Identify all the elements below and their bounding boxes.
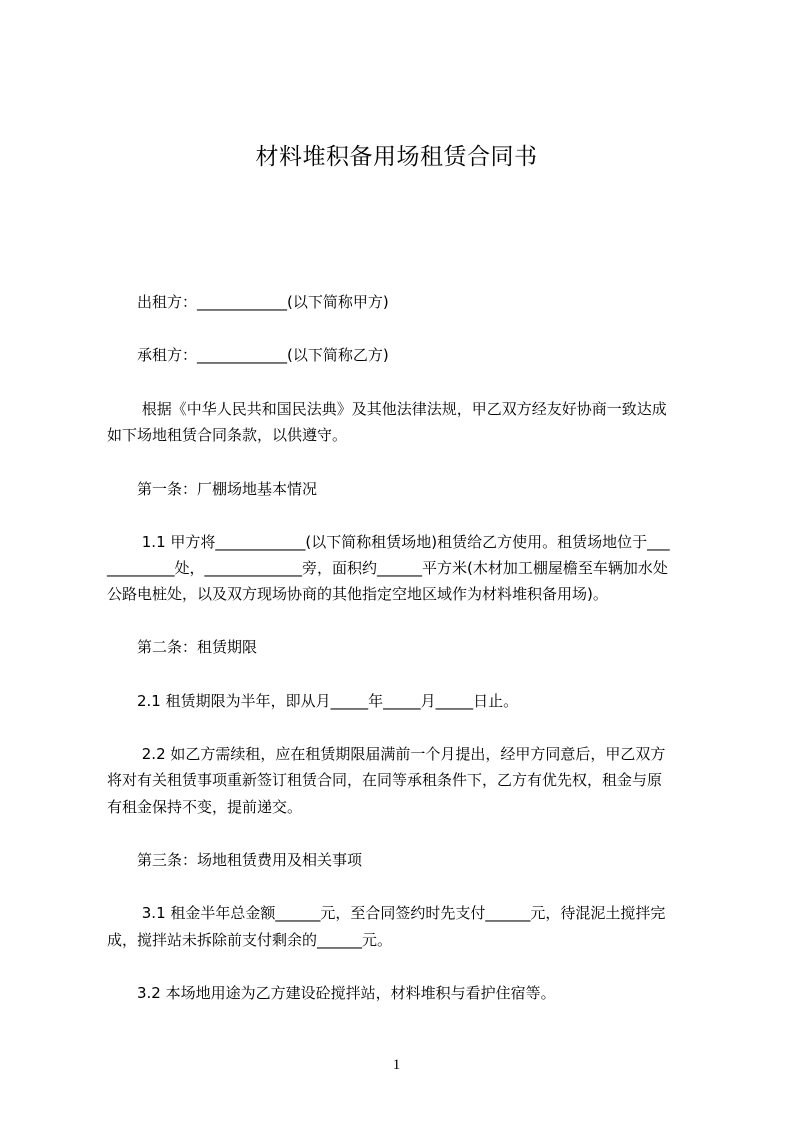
- clause-2-2-line-1: 2.2 如乙方需续租，应在租赁期限届满前一个月提出，经甲方同意后，甲乙双方: [107, 745, 666, 763]
- clause-3-1-line-1: 3.1 租金半年总金额______元，至合同签约时先支付______元，待混泥土搅拌完: [107, 904, 666, 922]
- clause-1-1-line-3: 公路电桩处，以及双方现场协商的其他指定空地区域作为材料堆积备用场)。: [107, 585, 608, 603]
- clause-1-1-line-1: 1.1 甲方将____________(以下简称租赁场地)租赁给乙方使用。租赁场地位于___: [107, 533, 670, 551]
- document-title: 材料堆积备用场租赁合同书: [255, 144, 538, 170]
- clause-1-1-line-2: _________处，_____________旁，面积约______平方米(木材加工棚屋檐至车辆加水处: [107, 559, 668, 577]
- article-1-heading: 第一条：厂棚场地基本情况: [107, 480, 318, 498]
- clause-2-2-line-3: 有租金保持不变，提前递交。: [107, 798, 303, 816]
- article-3-heading: 第三条：场地租赁费用及相关事项: [107, 851, 363, 869]
- preamble-line-2: 如下场地租赁合同条款，以供遵守。: [107, 426, 348, 444]
- article-2-heading: 第二条：租赁期限: [107, 638, 258, 656]
- lessor-line: 出租方：____________(以下简称甲方): [107, 293, 389, 311]
- lessee-line: 承租方：____________(以下简称乙方): [107, 346, 389, 364]
- clause-3-2: 3.2 本场地用途为乙方建设砼搅拌站，材料堆积与看护住宿等。: [107, 984, 556, 1002]
- clause-2-1: 2.1 租赁期限为半年，即从月_____年_____月_____日止。: [107, 692, 519, 710]
- preamble-line-1: 根据《中华人民共和国民法典》及其他法律法规，甲乙双方经友好协商一致达成: [107, 400, 667, 418]
- page-number: 1: [392, 1057, 401, 1073]
- clause-3-1-line-2: 成，搅拌站未拆除前支付剩余的______元。: [107, 931, 393, 949]
- clause-2-2-line-2: 将对有关租赁事项重新签订租赁合同，在同等承租条件下，乙方有优先权，租金与原: [107, 771, 663, 789]
